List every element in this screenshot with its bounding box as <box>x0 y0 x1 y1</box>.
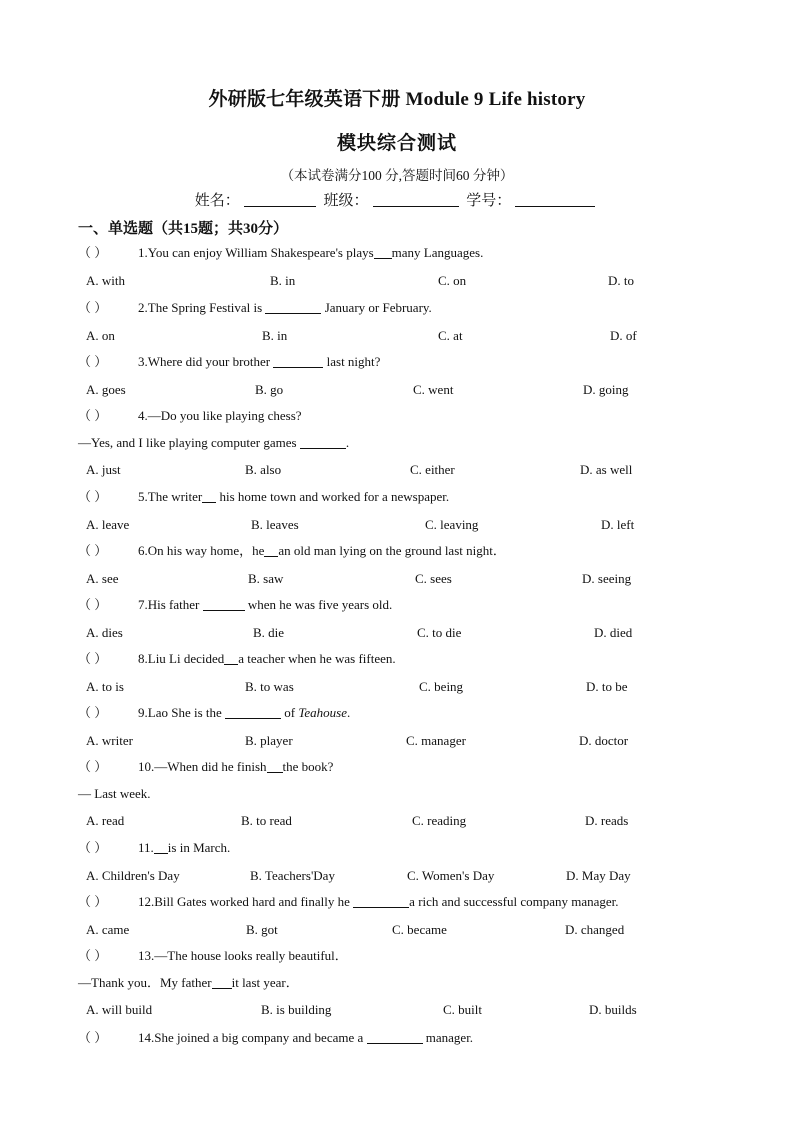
answer-blank[interactable] <box>225 706 281 719</box>
answer-blank[interactable] <box>224 652 238 665</box>
option-b[interactable]: B. also <box>245 462 282 477</box>
question-stem <box>78 543 506 559</box>
option-c[interactable]: C. either <box>410 462 455 477</box>
question-text: 7.His father <box>138 597 203 612</box>
option-d[interactable]: D. to <box>608 273 634 288</box>
answer-blank[interactable] <box>374 246 392 259</box>
page-title: 外研版七年级英语下册 Module 9 Life history <box>208 89 586 110</box>
question-dialogue-line <box>78 975 299 991</box>
option-a[interactable]: A. came <box>86 922 130 937</box>
answer-parentheses[interactable]: （ ） <box>78 705 108 720</box>
answer-blank[interactable] <box>212 976 232 989</box>
option-b[interactable]: B. to read <box>241 813 292 828</box>
option-c[interactable]: C. went <box>413 382 454 397</box>
question-text: 12.Bill Gates worked hard and finally he <box>138 894 354 909</box>
option-c[interactable]: C. manager <box>406 733 466 748</box>
question-text: 1.You can enjoy William Shakespeare's plays <box>138 245 374 260</box>
question-stem <box>78 489 449 505</box>
option-c[interactable]: C. leaving <box>425 517 479 532</box>
answer-blank[interactable] <box>202 490 216 503</box>
option-c[interactable]: C. reading <box>412 813 467 828</box>
option-d[interactable]: D. doctor <box>579 733 629 748</box>
option-d[interactable]: D. seeing <box>582 571 632 586</box>
question-text: . <box>345 435 350 450</box>
question-stem <box>78 300 432 316</box>
answer-parentheses[interactable]: （ ） <box>78 543 108 558</box>
option-c[interactable]: C. being <box>419 679 464 694</box>
question-text: 11. <box>138 840 154 855</box>
option-d[interactable]: D. to be <box>586 679 628 694</box>
answer-parentheses[interactable]: （ ） <box>78 489 108 504</box>
answer-blank[interactable] <box>300 436 346 449</box>
question-text: a teacher when he was fifteen. <box>238 651 396 666</box>
question-dialogue-line <box>78 435 349 451</box>
option-d[interactable]: D. as well <box>580 462 633 477</box>
section-title: 一、单选题（共15题；共30分） <box>78 221 289 237</box>
option-d[interactable]: D. going <box>583 382 629 397</box>
option-a[interactable]: A. writer <box>86 733 133 748</box>
option-a[interactable]: A. leave <box>86 517 130 532</box>
answer-blank[interactable] <box>154 841 168 854</box>
answer-parentheses[interactable]: （ ） <box>78 948 108 963</box>
question-text: an old man lying on the ground last night． <box>278 543 506 558</box>
answer-parentheses[interactable]: （ ） <box>78 354 108 369</box>
question-text: manager. <box>422 1030 474 1045</box>
option-a[interactable]: A. on <box>86 328 115 343</box>
option-b[interactable]: B. saw <box>248 571 284 586</box>
question-stem <box>78 759 333 775</box>
option-b[interactable]: B. go <box>255 382 284 397</box>
question-stem <box>78 651 396 667</box>
question-text: many Languages. <box>391 245 484 260</box>
question-text: —Yes, and I like playing computer games <box>78 435 300 450</box>
page-subtitle: 模块综合测试 <box>336 133 457 154</box>
name-label: 姓名： <box>194 193 240 209</box>
option-c[interactable]: C. became <box>392 922 447 937</box>
id-field[interactable] <box>515 192 595 207</box>
answer-blank[interactable] <box>264 544 278 557</box>
option-b[interactable]: B. Teachers'Day <box>250 868 335 883</box>
question-text: 8.Liu Li decided <box>138 651 225 666</box>
question-stem <box>78 840 230 856</box>
option-a[interactable]: A. Children's Day <box>86 868 180 883</box>
question-stem <box>78 1030 473 1046</box>
answer-blank[interactable] <box>367 1031 423 1044</box>
question-text: 14.She joined a big company and became a <box>138 1030 367 1045</box>
name-field[interactable] <box>244 192 316 207</box>
option-d[interactable]: D. May Day <box>566 868 631 883</box>
option-a[interactable]: A. just <box>86 462 121 477</box>
option-a[interactable]: A. read <box>86 813 125 828</box>
question-text: —Thank you．My father <box>78 975 212 990</box>
question-stem <box>78 705 350 721</box>
answer-blank[interactable] <box>267 760 283 773</box>
option-c[interactable]: C. to die <box>417 625 462 640</box>
option-c[interactable]: C. at <box>438 328 463 343</box>
answer-parentheses[interactable]: （ ） <box>78 1030 108 1045</box>
question-text: a rich and successful company manager. <box>409 894 619 909</box>
question-text: of <box>281 705 299 720</box>
question-text: . <box>347 705 351 720</box>
question-text: 3.Where did your brother <box>138 354 274 369</box>
answer-parentheses[interactable]: （ ） <box>78 408 108 423</box>
answer-blank[interactable] <box>265 301 321 314</box>
question-text: when he was five years old. <box>244 597 393 612</box>
question-stem <box>78 597 392 613</box>
answer-parentheses[interactable]: （ ） <box>78 597 108 612</box>
option-a[interactable]: A. dies <box>86 625 123 640</box>
class-field[interactable] <box>373 192 459 207</box>
class-label: 班级： <box>323 193 369 209</box>
question-stem <box>78 245 483 261</box>
exam-note: （本试卷满分100 分,答题时间60 分钟） <box>280 168 514 183</box>
option-b[interactable]: B. leaves <box>251 517 299 532</box>
option-c[interactable]: C. on <box>438 273 467 288</box>
question-stem <box>78 948 348 964</box>
option-c[interactable]: C. Women's Day <box>407 868 495 883</box>
answer-parentheses[interactable]: （ ） <box>78 245 108 260</box>
option-c[interactable]: C. built <box>443 1002 483 1017</box>
question-text: 2.The Spring Festival is <box>138 300 266 315</box>
question-text: the book? <box>282 759 334 774</box>
question-text: his home town and worked for a newspaper. <box>216 489 450 504</box>
option-d[interactable]: D. left <box>601 517 635 532</box>
option-b[interactable]: B. in <box>262 328 288 343</box>
question-text: 6.On his way home，he <box>138 543 265 558</box>
option-b[interactable]: B. in <box>270 273 296 288</box>
option-d[interactable]: D. of <box>610 328 637 343</box>
option-b[interactable]: B. got <box>246 922 278 937</box>
answer-parentheses[interactable]: （ ） <box>78 894 108 909</box>
option-a[interactable]: A. to is <box>86 679 124 694</box>
question-text: it last year． <box>231 975 299 990</box>
answer-blank[interactable] <box>273 355 323 368</box>
option-a[interactable]: A. with <box>86 273 125 288</box>
option-b[interactable]: B. player <box>245 733 293 748</box>
id-label: 学号： <box>466 193 512 209</box>
question-text: 4.—Do you like playing chess? <box>138 408 302 423</box>
option-c[interactable]: C. sees <box>415 571 452 586</box>
title-italic: Teahouse <box>298 705 347 720</box>
answer-blank[interactable] <box>203 598 245 611</box>
option-a[interactable]: A. goes <box>86 382 126 397</box>
question-stem <box>78 408 302 424</box>
question-text: last night? <box>323 354 381 369</box>
answer-blank[interactable] <box>353 895 409 908</box>
option-a[interactable]: A. see <box>86 571 119 586</box>
option-a[interactable]: A. will build <box>86 1002 153 1017</box>
question-text: 9.Lao She is the <box>138 705 226 720</box>
question-text: — Last week. <box>78 786 151 801</box>
student-info-line <box>0 189 794 210</box>
option-b[interactable]: B. to was <box>245 679 294 694</box>
option-d[interactable]: D. builds <box>589 1002 637 1017</box>
option-d[interactable]: D. changed <box>565 922 625 937</box>
answer-parentheses[interactable]: （ ） <box>78 840 108 855</box>
option-d[interactable]: D. reads <box>585 813 629 828</box>
question-text: January or February. <box>321 300 432 315</box>
answer-parentheses[interactable]: （ ） <box>78 759 108 774</box>
question-dialogue-line <box>78 786 151 802</box>
question-text: is in March. <box>167 840 231 855</box>
option-b[interactable]: B. die <box>253 625 285 640</box>
answer-parentheses[interactable]: （ ） <box>78 651 108 666</box>
question-stem <box>78 894 619 910</box>
question-stem <box>78 354 380 370</box>
option-b[interactable]: B. is building <box>261 1002 332 1017</box>
question-text: 5.The writer <box>138 489 203 504</box>
answer-parentheses[interactable]: （ ） <box>78 300 108 315</box>
question-text: 10.—When did he finish <box>138 759 267 774</box>
option-d[interactable]: D. died <box>594 625 633 640</box>
question-text: 13.—The house looks really beautiful． <box>138 948 348 963</box>
